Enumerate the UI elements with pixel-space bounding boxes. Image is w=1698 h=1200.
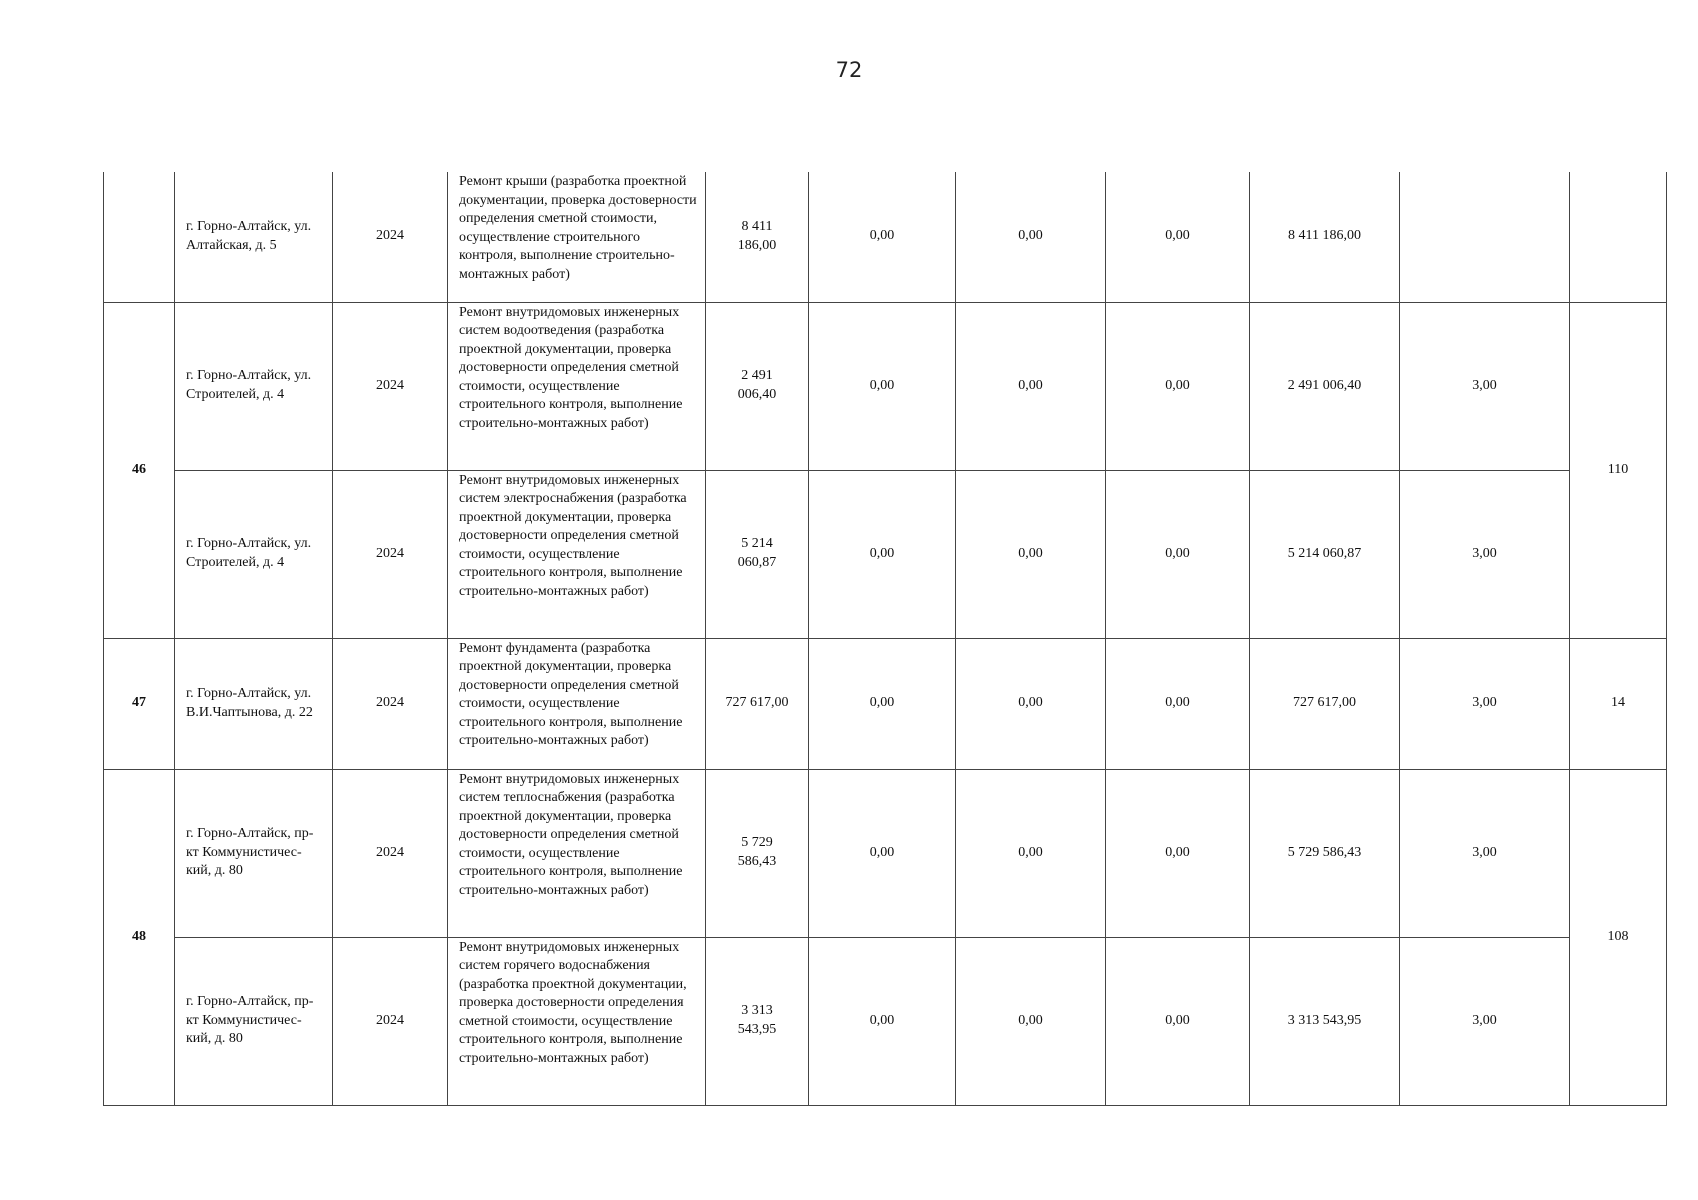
total-cost-cell bbox=[706, 470, 809, 638]
amount-cell: 0,00 bbox=[809, 470, 956, 638]
address-cell: г. Горно-Алтайск, ул. Строителей, д. 4 bbox=[175, 302, 333, 470]
table-row bbox=[104, 769, 1667, 937]
amount-cell: 0,00 bbox=[1106, 769, 1250, 937]
table-row bbox=[104, 302, 1667, 470]
work-description-cell: Ремонт фундамента (разработка проектной документации, проверка достоверности определения сметной стоимости, осуществление строительного контроля, выполнение строительно-монтажных работ) bbox=[448, 638, 706, 769]
last-column-cell: 108 bbox=[1570, 769, 1667, 1105]
amount-cell: 0,00 bbox=[809, 638, 956, 769]
work-description-cell: Ремонт внутридомовых инженерных систем водоотведения (разработка проектной документации, проверка достоверности определения сметной стоимости, осуществление строительного контроля, выполнение строительно-монтажных работ) bbox=[448, 302, 706, 470]
rate-cell: 3,00 bbox=[1400, 302, 1570, 470]
total-cost-value: 727 617,00 bbox=[725, 695, 789, 711]
total-cost-value: 3 313 543,95 bbox=[737, 1003, 777, 1037]
amount-cell: 0,00 bbox=[1106, 937, 1250, 1105]
table-row bbox=[104, 937, 1667, 1105]
item-number-cell bbox=[104, 172, 175, 302]
address-cell: г. Горно-Алтайск, пр-кт Коммунистичес-кий, д. 80 bbox=[175, 769, 333, 937]
amount-cell: 0,00 bbox=[956, 172, 1106, 302]
amount-cell: 0,00 bbox=[1106, 172, 1250, 302]
amount-cell: 0,00 bbox=[1106, 302, 1250, 470]
last-column-cell: 110 bbox=[1570, 302, 1667, 638]
work-description-cell: Ремонт крыши (разработка проектной документации, проверка достоверности определения сметной стоимости, осуществление строительного контроля, выполнение строительно-монтажных работ) bbox=[448, 172, 706, 302]
amount-cell: 727 617,00 bbox=[1250, 638, 1400, 769]
total-cost-value: 5 214 060,87 bbox=[737, 536, 777, 570]
item-number-cell: 47 bbox=[104, 638, 175, 769]
work-description-cell: Ремонт внутридомовых инженерных систем теплоснабжения (разработка проектной документации, проверка достоверности определения сметной стоимости, осуществление строительного контроля, выполнение строительно-монтажных работ) bbox=[448, 769, 706, 937]
amount-cell: 5 214 060,87 bbox=[1250, 470, 1400, 638]
total-cost-cell bbox=[706, 302, 809, 470]
amount-cell: 0,00 bbox=[956, 937, 1106, 1105]
amount-cell: 3 313 543,95 bbox=[1250, 937, 1400, 1105]
item-number-cell: 48 bbox=[104, 769, 175, 1105]
last-column-cell bbox=[1570, 172, 1667, 302]
address-cell: г. Горно-Алтайск, пр-кт Коммунистичес-кий, д. 80 bbox=[175, 937, 333, 1105]
last-column-cell: 14 bbox=[1570, 638, 1667, 769]
total-cost-cell bbox=[706, 937, 809, 1105]
total-cost-cell bbox=[706, 638, 809, 769]
table-row bbox=[104, 470, 1667, 638]
amount-cell: 0,00 bbox=[809, 172, 956, 302]
amount-cell: 0,00 bbox=[1106, 470, 1250, 638]
total-cost-cell bbox=[706, 769, 809, 937]
total-cost-value: 5 729 586,43 bbox=[737, 835, 777, 869]
total-cost-value: 8 411 186,00 bbox=[737, 219, 777, 253]
amount-cell: 2 491 006,40 bbox=[1250, 302, 1400, 470]
work-description-cell: Ремонт внутридомовых инженерных систем горячего водоснабжения (разработка проектной документации, проверка достоверности определения сметной стоимости, осуществление строительного контроля, выполнение строительно-монтажных работ) bbox=[448, 937, 706, 1105]
amount-cell: 0,00 bbox=[809, 302, 956, 470]
table-row bbox=[104, 172, 1667, 302]
year-cell: 2024 bbox=[333, 470, 448, 638]
amount-cell: 0,00 bbox=[956, 302, 1106, 470]
total-cost-cell bbox=[706, 172, 809, 302]
work-description-cell: Ремонт внутридомовых инженерных систем электроснабжения (разработка проектной документации, проверка достоверности определения сметной стоимости, осуществление строительного контроля, выполнение строительно-монтажных работ) bbox=[448, 470, 706, 638]
item-number-cell: 46 bbox=[104, 302, 175, 638]
address-cell: г. Горно-Алтайск, ул. Алтайская, д. 5 bbox=[175, 172, 333, 302]
year-cell: 2024 bbox=[333, 638, 448, 769]
amount-cell: 0,00 bbox=[956, 769, 1106, 937]
total-cost-value: 2 491 006,40 bbox=[737, 368, 777, 402]
amount-cell: 0,00 bbox=[956, 638, 1106, 769]
year-cell: 2024 bbox=[333, 769, 448, 937]
amount-cell: 0,00 bbox=[809, 769, 956, 937]
page-number: 72 bbox=[835, 58, 863, 82]
rate-cell: 3,00 bbox=[1400, 638, 1570, 769]
amount-cell: 5 729 586,43 bbox=[1250, 769, 1400, 937]
year-cell: 2024 bbox=[333, 937, 448, 1105]
year-cell: 2024 bbox=[333, 172, 448, 302]
year-cell: 2024 bbox=[333, 302, 448, 470]
repair-program-table bbox=[103, 172, 1667, 1106]
address-cell: г. Горно-Алтайск, ул. В.И.Чаптынова, д. 22 bbox=[175, 638, 333, 769]
rate-cell bbox=[1400, 172, 1570, 302]
amount-cell: 8 411 186,00 bbox=[1250, 172, 1400, 302]
rate-cell: 3,00 bbox=[1400, 470, 1570, 638]
amount-cell: 0,00 bbox=[809, 937, 956, 1105]
rate-cell: 3,00 bbox=[1400, 937, 1570, 1105]
amount-cell: 0,00 bbox=[956, 470, 1106, 638]
rate-cell: 3,00 bbox=[1400, 769, 1570, 937]
address-cell: г. Горно-Алтайск, ул. Строителей, д. 4 bbox=[175, 470, 333, 638]
table-row bbox=[104, 638, 1667, 769]
amount-cell: 0,00 bbox=[1106, 638, 1250, 769]
